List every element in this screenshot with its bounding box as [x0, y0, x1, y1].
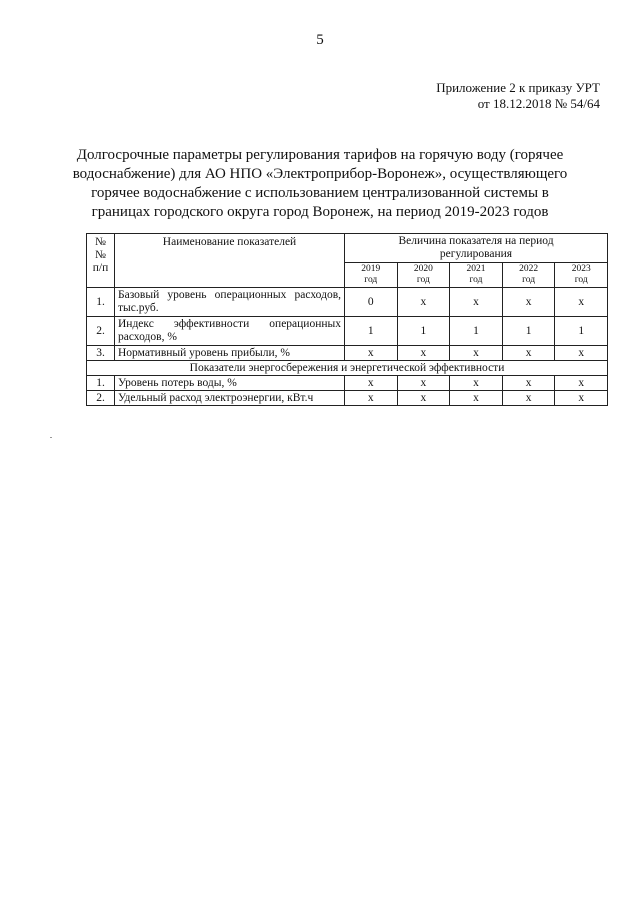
title-line-1: Долгосрочные параметры регулирования тарифов на горячую воду (горячее [76, 147, 564, 163]
row-value: х [450, 346, 503, 361]
parameters-table [86, 233, 608, 406]
row-value: х [502, 391, 555, 406]
row-value: х [450, 391, 503, 406]
header-number [87, 234, 115, 288]
row-value: х [397, 376, 450, 391]
row-number: 2. [87, 391, 115, 406]
table-row [87, 288, 608, 317]
row-value: 1 [502, 317, 555, 346]
year-label: 2019 [361, 264, 381, 274]
row-number: 1. [87, 288, 115, 317]
row-value: х [345, 376, 398, 391]
year-unit: год [416, 275, 430, 285]
title-line-3: горячее водоснабжение с использованием централизованной системы в [91, 185, 549, 201]
document-title [60, 146, 580, 222]
table-row [87, 317, 608, 346]
row-number: 2. [87, 317, 115, 346]
row-value: х [345, 346, 398, 361]
row-value: 1 [450, 317, 503, 346]
row-value: х [345, 391, 398, 406]
header-year [397, 263, 450, 288]
header-indicator-name: Наименование показателей [115, 234, 345, 288]
year-unit: год [522, 275, 536, 285]
year-unit: год [574, 275, 588, 285]
row-indicator-name: Базовый уровень операционных расходов, тыс.руб. [115, 288, 345, 317]
year-label: 2021 [466, 264, 486, 274]
row-value: х [397, 391, 450, 406]
row-number: 1. [87, 376, 115, 391]
row-value: х [502, 376, 555, 391]
year-unit: год [469, 275, 483, 285]
row-value: х [502, 288, 555, 317]
scan-speck [50, 437, 52, 438]
row-value: х [555, 376, 608, 391]
header-number-line-2: п/п [92, 262, 109, 274]
header-value-line-2: регулирования [439, 248, 513, 260]
header-year [345, 263, 398, 288]
appendix-line-1: Приложение 2 к приказу УРТ [436, 80, 600, 95]
table-section-row [87, 361, 608, 376]
row-indicator-name: Индекс эффективности операционных расходов, % [115, 317, 345, 346]
row-value: х [450, 376, 503, 391]
year-unit: год [364, 275, 378, 285]
page-number: 5 [316, 32, 324, 48]
appendix-line-2: от 18.12.2018 № 54/64 [477, 96, 600, 111]
header-value-line-1: Величина показателя на период [398, 235, 554, 247]
year-label: 2023 [571, 264, 591, 274]
row-value: х [555, 288, 608, 317]
row-indicator-name: Удельный расход электроэнергии, кВт.ч [115, 391, 345, 406]
row-value: 1 [345, 317, 398, 346]
appendix-reference [436, 80, 600, 112]
title-line-2: водоснабжение) для АО НПО «Электроприбор-Воронеж», осуществляющего [72, 166, 568, 182]
row-value: 0 [345, 288, 398, 317]
header-value [345, 234, 608, 263]
title-line-4: границах городского округа город Воронеж, на период 2019-2023 годов [91, 204, 549, 220]
row-value: х [555, 391, 608, 406]
header-year [555, 263, 608, 288]
row-value: х [397, 288, 450, 317]
table-header-row [87, 234, 608, 263]
header-number-line-1: №№ [95, 236, 106, 261]
header-year [502, 263, 555, 288]
year-label: 2022 [519, 264, 539, 274]
table-row [87, 376, 608, 391]
row-number: 3. [87, 346, 115, 361]
table-row [87, 391, 608, 406]
table-row [87, 346, 608, 361]
row-value: х [502, 346, 555, 361]
header-year [450, 263, 503, 288]
row-indicator-name: Нормативный уровень прибыли, % [115, 346, 345, 361]
row-value: 1 [397, 317, 450, 346]
row-value: х [397, 346, 450, 361]
section-title: Показатели энергосбережения и энергетической эффективности [87, 361, 608, 376]
row-value: х [555, 346, 608, 361]
row-value: 1 [555, 317, 608, 346]
year-label: 2020 [413, 264, 433, 274]
row-value: х [450, 288, 503, 317]
row-indicator-name: Уровень потерь воды, % [115, 376, 345, 391]
